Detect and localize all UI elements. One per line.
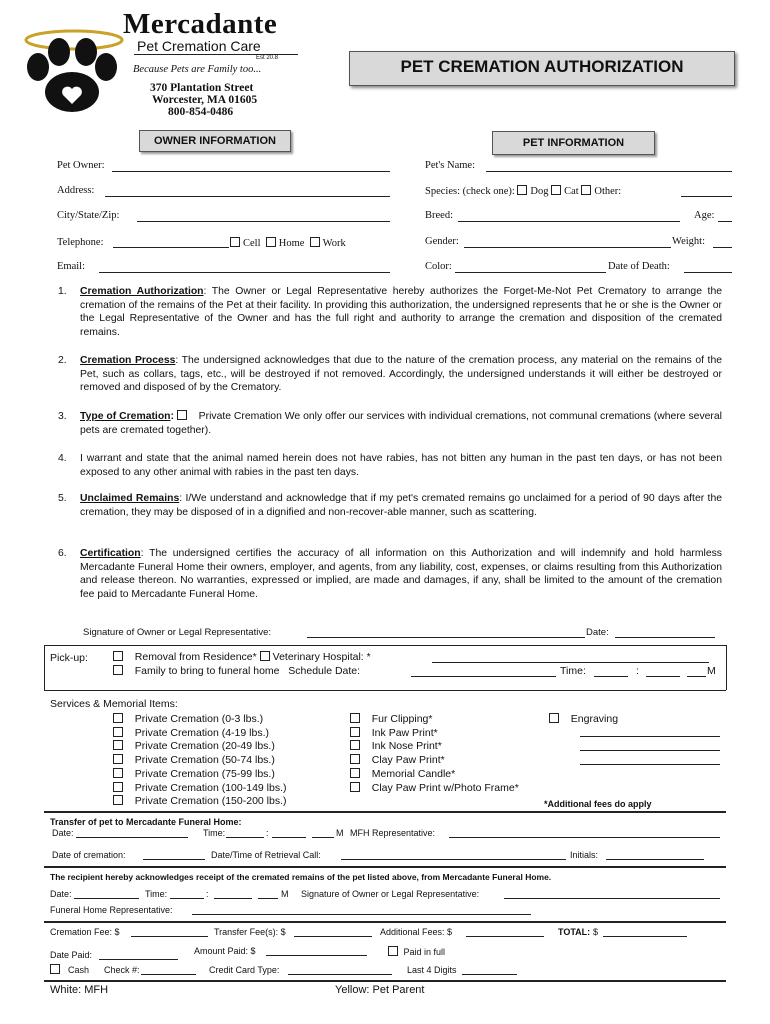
- weight-label: Weight:: [672, 236, 705, 247]
- schedule-label: Schedule Date:: [288, 665, 361, 677]
- pet-info-heading: PET INFORMATION: [492, 131, 655, 155]
- yellow-copy-label: Yellow: Pet Parent: [335, 984, 425, 996]
- work-label: Work: [322, 238, 346, 249]
- white-copy-label: White: MFH: [50, 984, 109, 996]
- date-cremation-field[interactable]: [143, 859, 205, 860]
- cremation-label: Private Cremation (100-149 lbs.): [134, 781, 287, 794]
- memorial-item-checkbox[interactable]: [350, 782, 360, 792]
- amount-paid-label: Amount Paid: $: [194, 946, 256, 956]
- memorial-items: [350, 713, 519, 795]
- owner-signature-label: Signature of Owner or Legal Representative:: [83, 627, 271, 638]
- date-paid-label: Date Paid:: [50, 950, 93, 960]
- cremation-checkbox[interactable]: [113, 740, 123, 750]
- check-label: Check #:: [104, 965, 140, 975]
- vet-hospital-field[interactable]: [432, 662, 709, 663]
- pet-owner-label: Pet Owner:: [57, 160, 105, 171]
- family-checkbox[interactable]: [113, 665, 123, 675]
- address-label: Address:: [57, 185, 95, 196]
- memorial-item-option: [350, 768, 519, 782]
- work-checkbox[interactable]: [310, 237, 320, 247]
- term-5: 5. Unclaimed Remains: I/We understand and acknowledge that if my pet's cremated remains go unclaimed for a period of 90 days after the cremation, they may be disposed of in a dignified and non-recover-able manner, such as scattering.: [58, 493, 722, 518]
- cremation-option: [113, 740, 287, 754]
- last4-label: Last 4 Digits: [407, 965, 457, 975]
- memorial-item-label: Ink Nose Print*: [371, 740, 442, 753]
- transfer-ampm-field[interactable]: [312, 837, 334, 838]
- company-name: Mercadante: [123, 8, 278, 40]
- engraving-line-1[interactable]: [580, 736, 720, 737]
- schedule-date-field[interactable]: [411, 676, 556, 677]
- home-label: Home: [278, 238, 305, 249]
- additional-fee-label: Additional Fees: $: [380, 927, 453, 937]
- memorial-item-label: Clay Paw Print*: [371, 754, 445, 767]
- mfh-rep-field[interactable]: [449, 837, 720, 838]
- receipt-m-label: M: [281, 889, 289, 899]
- cell-checkbox[interactable]: [230, 237, 240, 247]
- last4-field[interactable]: [462, 974, 517, 975]
- pickup-time-minute[interactable]: [646, 676, 680, 677]
- credit-card-field[interactable]: [288, 974, 392, 975]
- other-checkbox[interactable]: [581, 185, 591, 195]
- transfer-date-field[interactable]: [76, 837, 188, 838]
- receipt-date-label: Date:: [50, 889, 72, 899]
- engraving-label: Engraving: [570, 713, 619, 725]
- signature-date-field[interactable]: [615, 637, 715, 638]
- memorial-item-checkbox[interactable]: [350, 754, 360, 764]
- additional-fee-field[interactable]: [466, 936, 544, 937]
- total-label: TOTAL:: [558, 927, 591, 937]
- memorial-item-option: [350, 727, 519, 741]
- dog-label: Dog: [530, 186, 549, 197]
- form-title: PET CREMATION AUTHORIZATION: [400, 57, 684, 76]
- memorial-item-checkbox[interactable]: [350, 740, 360, 750]
- additional-fees-note: *Additional fees do apply: [544, 799, 652, 809]
- total-dollar-sign: $: [593, 927, 599, 937]
- initials-label: Initials:: [570, 850, 599, 860]
- age-field[interactable]: [718, 221, 732, 222]
- city-label: City/State/Zip:: [57, 210, 120, 221]
- age-label: Age:: [694, 210, 715, 221]
- initials-field[interactable]: [606, 859, 704, 860]
- breed-field[interactable]: [458, 221, 680, 222]
- pickup-time-hour[interactable]: [594, 676, 628, 677]
- memorial-item-option: [350, 754, 519, 768]
- paid-full-checkbox[interactable]: [388, 946, 398, 956]
- receipt-time-hour[interactable]: [170, 898, 204, 899]
- receipt-ampm-field[interactable]: [258, 898, 278, 899]
- cash-option: [50, 964, 89, 975]
- company-phone: 800-854-0486: [168, 106, 234, 118]
- removal-checkbox[interactable]: [113, 651, 123, 661]
- street-address: 370 Plantation Street: [150, 82, 254, 94]
- cremation-fee-label: Cremation Fee: $: [50, 927, 120, 937]
- memorial-item-checkbox[interactable]: [350, 768, 360, 778]
- cat-label: Cat: [564, 186, 579, 197]
- pickup-time-label: Time:: [560, 665, 586, 677]
- receipt-sig-label: Signature of Owner or Legal Representative:: [301, 889, 480, 899]
- cat-checkbox[interactable]: [551, 185, 561, 195]
- fh-rep-field[interactable]: [192, 914, 531, 915]
- cremation-option: [113, 754, 287, 768]
- transfer-time-hour[interactable]: [226, 837, 264, 838]
- memorial-item-checkbox[interactable]: [350, 727, 360, 737]
- transfer-fee-field[interactable]: [294, 936, 372, 937]
- date-death-label: Date of Death:: [608, 261, 670, 272]
- check-field[interactable]: [141, 974, 196, 975]
- logo: [14, 12, 134, 117]
- email-field[interactable]: [99, 272, 390, 273]
- memorial-item-option: [350, 782, 519, 796]
- city-address: Worcester, MA 01605: [152, 94, 258, 106]
- cremation-checkbox[interactable]: [113, 782, 123, 792]
- pickup-m-label: M: [707, 665, 716, 677]
- cremation-checkbox[interactable]: [113, 754, 123, 764]
- term-6: 6. Certification: The undersigned certifies the accuracy of all information on this Authorization and will indemnify and hold harmless Mercadante Funeral Home their owners, employer, and agents, from any liability, cost, expenses, or claims resulting from this Authorization and release thereon. No warranties, expressed or implied, are made and damages, if any, shall be limited to the amount of the cremation fee paid to Mercadante Funeral Home.: [58, 548, 722, 600]
- cremation-option: [113, 795, 287, 809]
- memorial-item-label: Clay Paw Print w/Photo Frame*: [371, 781, 519, 794]
- cremation-option: [113, 782, 287, 796]
- weight-field[interactable]: [713, 247, 732, 248]
- transfer-fee-label: Transfer Fee(s): $: [214, 927, 286, 937]
- memorial-item-option: [350, 740, 519, 754]
- cremation-label: Private Cremation (20-49 lbs.): [134, 740, 275, 753]
- retrieval-label: Date/Time of Retrieval Call:: [211, 850, 321, 860]
- cremation-options: [113, 713, 287, 809]
- family-label: Family to bring to funeral home: [134, 665, 280, 677]
- credit-card-label: Credit Card Type:: [209, 965, 280, 975]
- memorial-item-checkbox[interactable]: [350, 713, 360, 723]
- other-species-field[interactable]: [681, 196, 732, 197]
- cremation-label: Private Cremation (0-3 lbs.): [134, 713, 264, 725]
- receipt-heading: The recipient hereby acknowledges receipt of the cremated remains of the pet listed above, from Mercadante Funeral Home.: [50, 872, 552, 882]
- receipt-time-minute[interactable]: [214, 898, 252, 899]
- owner-signature-field[interactable]: [307, 637, 585, 638]
- cremation-checkbox[interactable]: [113, 713, 123, 723]
- private-cremation-checkbox[interactable]: [177, 410, 187, 420]
- transfer-m-label: M: [336, 828, 344, 838]
- phone-type-group: [230, 237, 346, 249]
- species-label: Species: (check one):: [425, 186, 515, 197]
- date-paid-field[interactable]: [99, 959, 178, 960]
- cremation-checkbox[interactable]: [113, 727, 123, 737]
- pickup-ampm-field[interactable]: [687, 676, 706, 677]
- telephone-label: Telephone:: [57, 237, 104, 248]
- services-label: Services & Memorial Items:: [50, 698, 178, 710]
- engraving-option: [549, 713, 618, 725]
- pet-name-label: Pet's Name:: [425, 160, 476, 171]
- cremation-label: Private Cremation (4-19 lbs.): [134, 726, 269, 739]
- breed-label: Breed:: [425, 210, 453, 221]
- fh-rep-label: Funeral Home Representative:: [50, 905, 173, 915]
- color-label: Color:: [425, 261, 452, 272]
- species-group: [425, 185, 621, 197]
- transfer-date-label: Date:: [52, 828, 74, 838]
- retrieval-field[interactable]: [341, 859, 566, 860]
- cremation-label: Private Cremation (50-74 lbs.): [134, 754, 275, 767]
- total-field[interactable]: [603, 936, 687, 937]
- cremation-checkbox[interactable]: [113, 795, 123, 805]
- receipt-time-label: Time:: [145, 889, 168, 899]
- cremation-fee-field[interactable]: [131, 936, 208, 937]
- color-field[interactable]: [455, 272, 606, 273]
- home-checkbox[interactable]: [266, 237, 276, 247]
- est-label: Est 20.8: [256, 55, 279, 61]
- transfer-time-label: Time:: [203, 828, 226, 838]
- email-label: Email:: [57, 261, 85, 272]
- cash-label: Cash: [68, 965, 90, 975]
- cremation-option: [113, 768, 287, 782]
- pickup-row-1: [113, 651, 371, 663]
- company-subtitle: Pet Cremation Care: [137, 38, 261, 54]
- cell-label: Cell: [243, 238, 261, 249]
- gender-field[interactable]: [464, 247, 671, 248]
- transfer-heading: Transfer of pet to Mercadante Funeral Home:: [50, 817, 242, 827]
- vet-checkbox[interactable]: [260, 651, 270, 661]
- pickup-label: Pick-up:: [50, 652, 88, 664]
- signature-date-label: Date:: [586, 627, 609, 638]
- engraving-checkbox[interactable]: [549, 713, 559, 723]
- paid-full-label: Paid in full: [403, 947, 446, 957]
- engraving-line-3[interactable]: [580, 764, 720, 765]
- paid-full-option: [388, 946, 445, 957]
- memorial-item-label: Memorial Candle*: [371, 767, 456, 780]
- term-4: 4. I warrant and state that the animal named herein does not have rabies, has not bitten any human in the past ten days, or has not been exposed to any other animal with rabies in the past ten days.: [58, 453, 722, 478]
- cremation-checkbox[interactable]: [113, 768, 123, 778]
- dog-checkbox[interactable]: [517, 185, 527, 195]
- date-cremation-label: Date of cremation:: [52, 850, 126, 860]
- owner-info-heading: OWNER INFORMATION: [139, 130, 291, 152]
- receipt-date-field[interactable]: [74, 898, 139, 899]
- term-2: 2. Cremation Process: The undersigned acknowledges that due to the nature of the cremation process, any material on the remains of the Pet, such as collars, tags, etc., will be destroyed if not removed. Accordingly, the undersigned understands it will either be destroyed or removed and disposed of by the Crematory.: [58, 355, 722, 394]
- memorial-item-label: Ink Paw Print*: [371, 726, 438, 739]
- amount-paid-field[interactable]: [266, 955, 367, 956]
- address-field[interactable]: [105, 196, 390, 197]
- engraving-line-2[interactable]: [580, 750, 720, 751]
- receipt-sig-field[interactable]: [504, 898, 720, 899]
- term-1: 1. Cremation Authorization: The Owner or Legal Representative hereby authorizes the Forget-Me-Not Pet Crematory to arrange the cremation of the remains of the Pet at their facility. In providing this authorization, the undersigned represents that he or she is the Owner or the Legal Representative of the Owner and has the full right and authority to arrange the cremation and disposition of the cremated remains.: [58, 286, 722, 338]
- memorial-item-label: Fur Clipping*: [371, 713, 433, 725]
- vet-label: Veterinary Hospital: *: [272, 651, 371, 663]
- cremation-option: [113, 713, 287, 727]
- cremation-option: [113, 727, 287, 741]
- telephone-field[interactable]: [113, 247, 229, 248]
- city-field[interactable]: [137, 221, 390, 222]
- cremation-label: Private Cremation (150-200 lbs.): [134, 795, 287, 808]
- removal-label: Removal from Residence*: [134, 651, 257, 663]
- date-death-field[interactable]: [684, 272, 732, 273]
- mfh-rep-label: MFH Representative:: [350, 828, 436, 838]
- gender-label: Gender:: [425, 236, 459, 247]
- other-label: Other:: [594, 186, 622, 197]
- transfer-time-minute[interactable]: [272, 837, 306, 838]
- paw-logo-icon: [14, 12, 134, 117]
- pickup-row-2: [113, 665, 360, 677]
- term-3: 3. Type of Cremation: Private Cremation We only offer our services with individual cremations, not communal cremations (where several pets are cremated together).: [58, 411, 722, 436]
- cash-checkbox[interactable]: [50, 964, 60, 974]
- memorial-item-option: [350, 713, 519, 727]
- cremation-label: Private Cremation (75-99 lbs.): [134, 767, 275, 780]
- tagline: Because Pets are Family too...: [133, 64, 262, 75]
- pet-name-field[interactable]: [486, 171, 732, 172]
- pet-owner-field[interactable]: [112, 171, 390, 172]
